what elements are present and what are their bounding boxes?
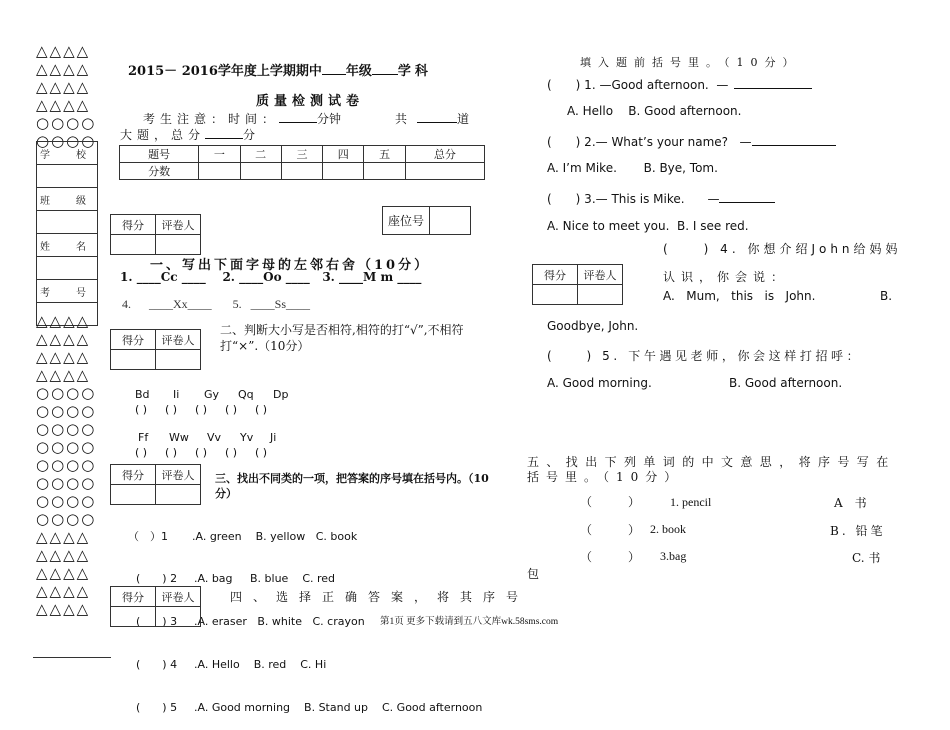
list-item — [128, 658, 482, 672]
letter-pair: Yv — [240, 431, 254, 444]
grader-box — [110, 214, 201, 255]
answer-paren[interactable]: （ ） — [580, 550, 641, 564]
q2 — [547, 133, 836, 150]
answer-paren[interactable]: ( ) — [225, 403, 238, 416]
score-label: 得分 — [111, 330, 156, 350]
score-label: 得分 — [533, 265, 578, 285]
answer-paren[interactable]: （ ） — [580, 495, 641, 509]
grader-box — [532, 264, 623, 305]
section5-option: B. 铅笔 — [830, 524, 886, 538]
q4-option-a: A. Mum, this is John. — [663, 289, 816, 303]
score-header: 二 — [240, 146, 281, 163]
item-number[interactable]: ( ) 5 — [136, 701, 178, 715]
seat-box — [382, 206, 471, 235]
triangle-row: △△△△ — [36, 312, 91, 330]
triangle-row: △△△△ — [36, 366, 91, 384]
circle-row: ○○○○ — [36, 132, 97, 150]
seat-label: 座位号 — [383, 207, 430, 235]
score-cell[interactable] — [405, 163, 484, 180]
letter-pair: Ff — [138, 431, 149, 444]
name-label: 姓 名 — [37, 234, 98, 257]
section2-row2-letters — [138, 431, 276, 444]
section3-title: 三、找出不同类的一项，把答案的序号填在括号内。（10分） — [215, 472, 489, 500]
circle-row: ○○○○ — [36, 402, 97, 420]
item-options: .A. eraser B. white C. crayon — [194, 615, 365, 629]
school-label: 学 校 — [37, 142, 98, 165]
exam-no-label: 考 号 — [37, 280, 98, 303]
answer-paren[interactable]: ( ) — [165, 446, 178, 459]
q2-stem: ( ) 2.— What’s your name? — — [547, 135, 752, 149]
circle-row: ○○○○ — [36, 438, 97, 456]
name-field[interactable] — [37, 257, 98, 280]
section5-title-b: 括号里。（10分） — [527, 470, 684, 484]
section2-row2-parens — [135, 446, 267, 459]
section5-item — [580, 493, 640, 510]
grader-label: 评卷人 — [156, 587, 201, 607]
q4-option-b: Goodbye, John. — [547, 319, 639, 333]
score-cell[interactable] — [364, 163, 405, 180]
school-field[interactable] — [37, 165, 98, 188]
letter-pair: Ji — [270, 431, 277, 444]
answer-paren[interactable]: ( ) — [195, 403, 208, 416]
class-label: 班 级 — [37, 188, 98, 211]
subject-blank[interactable] — [372, 74, 398, 75]
q1 — [547, 76, 812, 93]
triangle-row: △△△△ — [36, 582, 91, 600]
section4-title-a: 四、选择正确答案，将其序号 — [230, 590, 530, 604]
student-info-table — [36, 141, 98, 326]
score-header: 一 — [199, 146, 240, 163]
letter-pair: Ww — [169, 431, 189, 444]
answer-paren[interactable]: ( ) — [225, 446, 238, 459]
circle-row: ○○○○ — [36, 114, 97, 132]
score-header: 三 — [281, 146, 322, 163]
q3-blank[interactable] — [719, 202, 775, 203]
grader-label: 评卷人 — [156, 330, 201, 350]
q1-stem: ( ) 1. —Good afternoon. — — [547, 78, 729, 92]
footnote-divider — [33, 657, 111, 658]
question-count-blank[interactable] — [417, 122, 457, 123]
triangle-row: △△△△ — [36, 78, 91, 96]
q1-blank[interactable] — [734, 88, 812, 89]
triangle-row: △△△△ — [36, 42, 91, 60]
score-row-label: 分数 — [120, 163, 199, 180]
q4-option-b-label: B. — [880, 289, 893, 303]
score-cell[interactable] — [111, 350, 156, 370]
total-score-blank[interactable] — [205, 138, 243, 139]
score-header: 总分 — [405, 146, 484, 163]
letter-pair: Qq — [238, 388, 254, 401]
q1-options: A. Hello B. Good afternoon. — [567, 104, 742, 118]
q3 — [547, 190, 775, 207]
item-options: .A. green B. yellow C. book — [192, 529, 358, 543]
circle-row: ○○○○ — [36, 510, 97, 528]
section2-title: 二、判断大小写是否相符,相符的打“√”,不相符打“×”.（10分） — [220, 323, 464, 353]
q2-options: A. I’m Mike. B. Bye, Tom. — [547, 161, 718, 175]
class-field[interactable] — [37, 211, 98, 234]
triangle-row: △△△△ — [36, 528, 91, 546]
letter-pair: Dp — [273, 388, 289, 401]
grader-label: 评卷人 — [156, 465, 201, 485]
circle-row: ○○○○ — [36, 384, 97, 402]
list-item — [128, 572, 482, 586]
grader-cell[interactable] — [578, 285, 623, 305]
section5-title-a: 五、找出下列单词的中文意思，将序号写在 — [527, 455, 896, 469]
grader-cell[interactable] — [156, 350, 201, 370]
score-cell[interactable] — [199, 163, 240, 180]
score-cell[interactable] — [111, 607, 156, 627]
grader-label: 评卷人 — [578, 265, 623, 285]
grader-label: 评卷人 — [156, 215, 201, 235]
triangle-row: △△△△ — [36, 330, 91, 348]
grader-cell[interactable] — [156, 607, 201, 627]
triangle-row: △△△△ — [36, 96, 91, 114]
exam-title-line1: 2015－ 2016学年度上学期期中 年级 学科 — [128, 64, 432, 79]
section5-item — [580, 521, 640, 538]
score-cell[interactable] — [240, 163, 281, 180]
item-number[interactable]: ( ) 3 — [136, 615, 178, 629]
q5-option-b: B. Good afternoon. — [729, 376, 843, 390]
score-cell[interactable] — [533, 285, 578, 305]
section2-row1-parens — [135, 403, 267, 416]
section5-item — [580, 548, 640, 565]
notice-line2: 大题，总分 分 — [120, 128, 256, 142]
q2-blank[interactable] — [752, 145, 836, 146]
section5-option: C. 书 — [852, 551, 881, 565]
q3-stem: ( ) 3.— This is Mike. — — [547, 192, 720, 206]
triangle-row: △△△△ — [36, 600, 91, 618]
grader-box — [110, 586, 201, 627]
notice-line1: 考生注意：时间： 分钟 共 道 — [143, 112, 470, 126]
score-label: 得分 — [111, 215, 156, 235]
triangle-row: △△△△ — [36, 348, 91, 366]
answer-paren[interactable]: ( ) — [135, 446, 148, 459]
score-header: 五 — [364, 146, 405, 163]
letter-pair: Ii — [173, 388, 180, 401]
score-label: 得分 — [111, 587, 156, 607]
score-cell[interactable] — [323, 163, 364, 180]
grade-blank[interactable] — [322, 74, 346, 75]
answer-paren[interactable]: ( ) — [165, 403, 178, 416]
grader-box — [110, 329, 201, 370]
time-blank[interactable] — [279, 122, 317, 123]
q4-line1: ( ) 4. 你想介绍John给妈妈 — [663, 242, 902, 256]
section5-word: 2. book — [650, 522, 686, 536]
answer-paren[interactable]: ( ) — [195, 446, 208, 459]
item-options: .A. Good morning B. Stand up C. Good afternoon — [194, 701, 483, 715]
letter-pair: Vv — [207, 431, 222, 444]
q5-options — [547, 376, 842, 390]
item-number[interactable]: ( ) 2 — [136, 572, 178, 586]
item-options: .A. Hello B. red C. Hi — [194, 658, 327, 672]
answer-paren[interactable]: ( ) — [135, 403, 148, 416]
section1-items-4-5: 4. ____Xx____ 5. ____Ss____ — [122, 297, 311, 311]
circle-row: ○○○○ — [36, 420, 97, 438]
answer-paren[interactable]: （ ） — [580, 523, 641, 537]
triangle-row: △△△△ — [36, 564, 91, 582]
score-table — [119, 145, 485, 180]
section5-wrap: 包 — [527, 567, 540, 581]
answer-paren[interactable]: ( ) — [255, 446, 268, 459]
seat-field[interactable] — [430, 207, 471, 235]
score-cell[interactable] — [111, 235, 156, 255]
section1-items-1-3: 1. ____Cc ____ 2. ____Oo ____ 3. ____M m ____ — [120, 270, 422, 284]
exam-title-line2: 质量检测试卷 — [256, 94, 365, 109]
answer-paren[interactable]: ( ) — [255, 403, 268, 416]
triangle-row: △△△△ — [36, 546, 91, 564]
page-footer: 第1页 更多下载请到五八文库wk.58sms.com — [380, 617, 559, 627]
circle-row: ○○○○ — [36, 456, 97, 474]
item-number[interactable]: ( ) 4 — [136, 658, 178, 672]
score-header: 四 — [323, 146, 364, 163]
grader-cell[interactable] — [156, 235, 201, 255]
item-number[interactable]: （ ）1 — [128, 529, 168, 543]
section5-word: 3.bag — [660, 549, 687, 563]
section2-row1-letters — [135, 388, 288, 401]
triangle-row: △△△△ — [36, 60, 91, 78]
score-label: 得分 — [111, 465, 156, 485]
score-header: 题号 — [120, 146, 199, 163]
q3-options: A. Nice to meet you. B. I see red. — [547, 219, 749, 233]
letter-pair: Bd — [135, 388, 150, 401]
q5: ( ) 5. 下午遇见老师，你会这样打招呼： — [547, 349, 863, 363]
section1-title: 一、写出下面字母的左邻右舍（10分） — [150, 258, 431, 273]
list-item — [128, 701, 482, 715]
circle-row: ○○○○ — [36, 474, 97, 492]
section4-title-b: 填入题前括号里。（10分） — [580, 56, 801, 69]
section5-word: 1. pencil — [670, 495, 712, 509]
circle-row: ○○○○ — [36, 492, 97, 510]
item-options: .A. bag B. blue C. red — [194, 572, 336, 586]
list-item — [128, 530, 482, 544]
section5-option: A 书 — [834, 496, 867, 510]
q5-option-a: A. Good morning. — [547, 376, 652, 390]
grader-box — [110, 464, 201, 505]
q4-line2: 认识，你会说： — [663, 270, 790, 284]
score-cell[interactable] — [281, 163, 322, 180]
letter-pair: Gy — [204, 388, 220, 401]
